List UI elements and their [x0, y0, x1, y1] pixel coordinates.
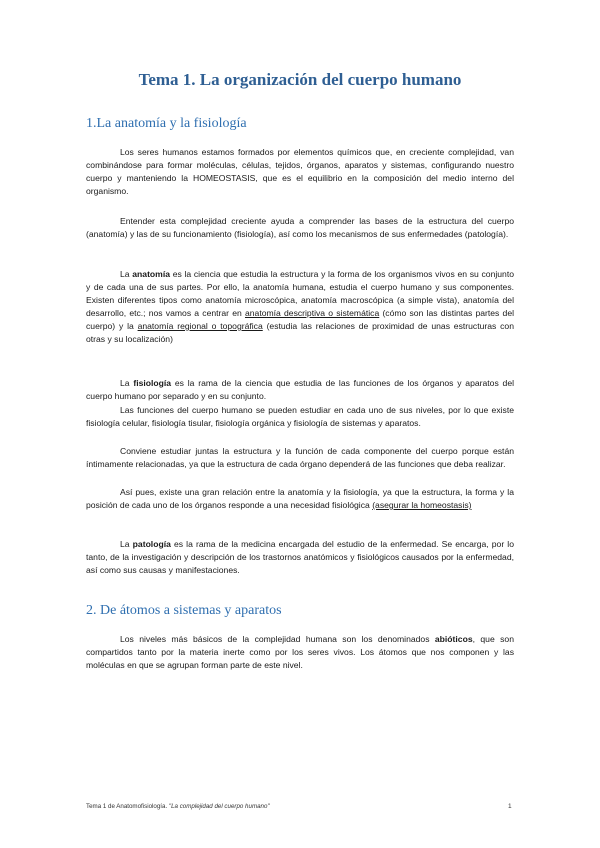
text-fragment: Los niveles más básicos de la complejidad humana son los denominados: [120, 634, 435, 644]
footer-quote: "La complejidad del cuerpo humano": [168, 803, 270, 810]
page-title: Tema 1. La organización del cuerpo humano: [138, 70, 462, 89]
text-fragment: es la ciencia que estudia la estructura y la forma de los organismos vivos en su conjunto y de cada una de sus partes. Por ello, la anatomía humana, estudia el cuerpo humano y sus componentes. Existen diferentes tipos como anatomía microscópica, anatomía macroscópica (a simple vista), anatomía del desarrollo, etc.; nos vamos a centrar en: [86, 269, 514, 318]
term-anatomia: anatomía: [132, 269, 170, 279]
underlined-anatomia-regional: anatomía regional o topográfica: [137, 321, 263, 331]
text-fragment: (estudia las relaciones de proximidad de unas estructuras con otras y su localización): [86, 321, 514, 344]
term-fisiologia: fisiología: [133, 378, 172, 388]
text-fragment: , que son compartidos tanto por la materia inerte como por los seres vivos. Los átomos que nos componen y las moléculas en que se agrupan forman parte de este nivel.: [86, 634, 514, 670]
paragraph-patologia: [86, 538, 514, 577]
paragraph-anatomia: [86, 268, 514, 346]
text-fragment: es la rama de la medicina encargada del estudio de la enfermedad. Se encarga, por lo tanto, de la investigación y descripción de los trastornos anatómicos y fisiológicos causados por la enfermedad, así como sus causas y manifestaciones.: [86, 539, 514, 575]
paragraph-conviene: Conviene estudiar juntas la estructura y la función de cada componente del cuerpo porque están íntimamente relacionadas, ya que la estructura de cada órgano dependerá de las funciones que deba realizar.: [86, 446, 514, 469]
paragraph-funciones: Las funciones del cuerpo humano se pueden estudiar en cada uno de sus niveles, por lo que existe fisiología celular, fisiología tisular, fisiología orgánica y fisiología de sistemas y aparatos.: [86, 405, 514, 428]
page-number: 1: [508, 803, 512, 810]
text-fragment: La: [120, 539, 133, 549]
underlined-homeostasis: (asegurar la homeostasis): [372, 500, 472, 510]
text-fragment: La: [120, 378, 134, 388]
underlined-anatomia-descriptiva: anatomía descriptiva o sistemática: [244, 308, 380, 318]
text-fragment: (cómo son las distintas partes del cuerpo) y la: [86, 308, 515, 331]
text-fragment: Así pues, existe una gran relación entre la anatomía y la fisiología, ya que la estructura, la forma y la posición de cada uno de los órganos responde a una necesidad fisiológica: [86, 487, 514, 510]
term-abioticos: abióticos: [434, 634, 473, 644]
paragraph-abioticos: [86, 633, 514, 672]
text-fragment: es la rama de la ciencia que estudia de las funciones de los órganos y aparatos del cuerpo humano por separado y en su conjunto.: [86, 378, 515, 401]
footer-text: Tema 1 de Anatomofisiología.: [86, 803, 169, 810]
paragraph-complejidad: Entender esta complejidad creciente ayuda a comprender las bases de la estructura del cuerpo (anatomía) y las de su funcionamiento (fisiología), así como los mecanismos de sus enfermedades (patología).: [86, 216, 514, 239]
section-heading-anatomia: 1.La anatomía y la fisiología: [86, 116, 247, 131]
term-patologia: patología: [132, 539, 171, 549]
paragraph-asi-pues: [86, 486, 514, 512]
text-fragment: La: [120, 269, 133, 279]
section-heading-atomos: 2. De átomos a sistemas y aparatos: [86, 603, 282, 618]
paragraph-fisiologia: [86, 377, 514, 403]
paragraph-elementos: Los seres humanos estamos formados por elementos químicos que, en creciente complejidad, van combinándose para formar moléculas, células, tejidos, órganos, aparatos y sistemas, configurando nuestro cuerpo y manteniendo la HOMEOSTASIS, que es el equilibrio en la composición del medio interno del organismo.: [86, 147, 514, 196]
page-footer: [86, 803, 270, 810]
